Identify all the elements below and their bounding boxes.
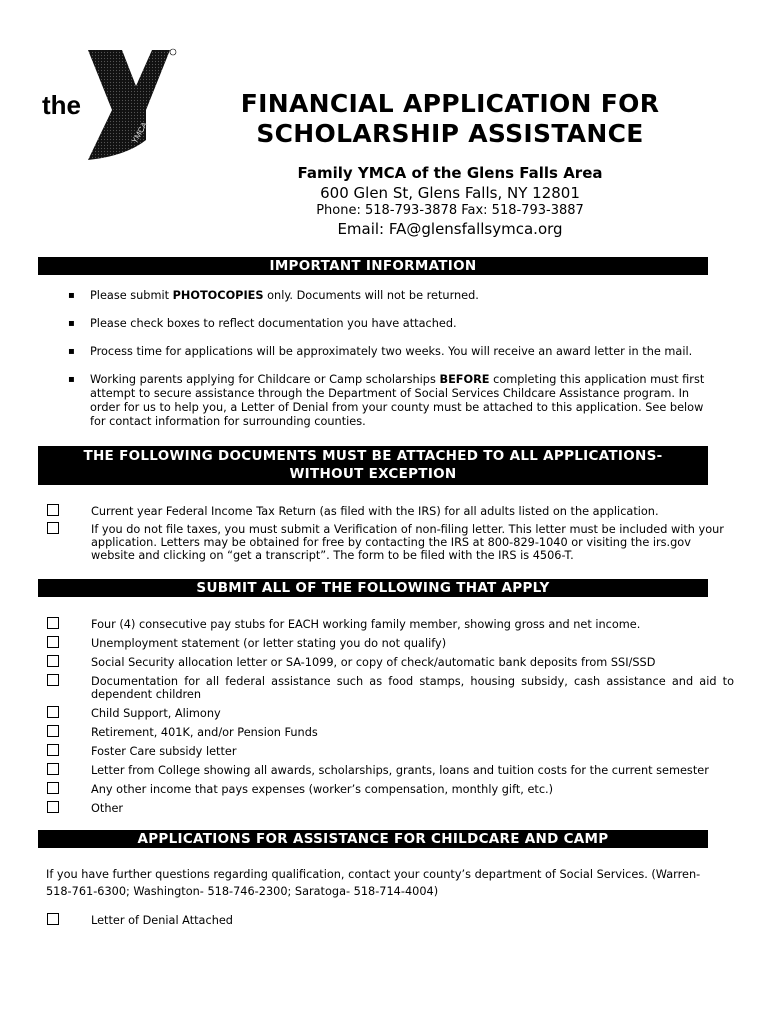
checkbox[interactable] [47,725,59,737]
checklist-item-letter-of-denial[interactable]: Letter of Denial Attached [44,914,734,927]
checkbox[interactable] [47,782,59,794]
checklist-item[interactable]: Four (4) consecutive pay stubs for EACH working family member, showing gross and net income. [44,618,734,631]
checkbox[interactable] [47,522,59,534]
checkbox[interactable] [47,504,59,516]
checklist-item[interactable]: Child Support, Alimony [44,707,734,720]
checkbox[interactable] [47,674,59,686]
checklist-item[interactable]: Retirement, 401K, and/or Pension Funds [44,726,734,739]
org-name: Family YMCA of the Glens Falls Area [297,164,603,182]
list-item: ▪ Process time for applications will be approximately two weeks. You will receive an award letter in the mail. [68,345,718,359]
checkbox[interactable] [47,655,59,667]
checkbox[interactable] [47,763,59,775]
checkbox[interactable] [47,801,59,813]
list-item: ▪ Please check boxes to reflect documentation you have attached. [68,317,718,331]
childcare-heading: APPLICATIONS FOR ASSISTANCE FOR CHILDCARE AND CAMP [38,830,708,848]
org-address: 600 Glen St, Glens Falls, NY 12801 [320,184,580,202]
checklist-item[interactable]: Unemployment statement (or letter stating you do not qualify) [44,637,734,650]
checklist-item[interactable]: Documentation for all federal assistance such as food stamps, housing subsidy, cash assistance and aid to dependent children [44,675,734,701]
checkbox[interactable] [47,706,59,718]
org-email: Email: FA@glensfallsymca.org [337,220,563,238]
form-title-line1: FINANCIAL APPLICATION FOR [240,89,660,118]
checklist-item-tax-return[interactable]: Current year Federal Income Tax Return (as filed with the IRS) for all adults listed on the application. [44,505,734,518]
denial-checklist [44,914,734,927]
svg-text:YMCA: YMCA [129,120,150,145]
checklist-item[interactable]: Other [44,802,734,815]
checklist-item[interactable]: Any other income that pays expenses (worker’s compensation, monthly gift, etc.) [44,783,734,796]
checklist-item-non-filing[interactable]: If you do not file taxes, you must submit a Verification of non-filing letter. This letter must be included with your application. Letters may be obtained for free by contacting the IRS at 800-829-1040 or visiting the irs.gov website and clicking on “get a transcript”. The form to be filed with the IRS is 4506-T. [44,523,734,562]
apply-heading: SUBMIT ALL OF THE FOLLOWING THAT APPLY [38,579,708,597]
svg-text:the: the [42,90,81,120]
checkbox[interactable] [47,913,59,925]
org-phone: Phone: 518-793-3878 Fax: 518-793-3887 [316,203,584,218]
checkbox[interactable] [47,617,59,629]
checklist-item[interactable]: Foster Care subsidy letter [44,745,734,758]
list-item: ▪ Working parents applying for Childcare or Camp scholarships BEFORE completing this application must first attempt to secure assistance through the Department of Social Services Childcare Assistance program. In order for us to help you, a Letter of Denial from your county must be attached to this application. See below for contact information for surrounding counties. [68,373,718,429]
important-list [68,289,718,429]
checklist-item[interactable]: Social Security allocation letter or SA-1099, or copy of check/automatic bank deposits from SSI/SSD [44,656,734,669]
required-heading: THE FOLLOWING DOCUMENTS MUST BE ATTACHED TO ALL APPLICATIONS- WITHOUT EXCEPTION [38,446,708,485]
checklist-item[interactable]: Letter from College showing all awards, scholarships, grants, loans and tuition costs for the current semester [44,764,734,777]
required-checklist [44,505,734,562]
checkbox[interactable] [47,636,59,648]
checkbox[interactable] [47,744,59,756]
apply-checklist [44,618,734,815]
list-item: ▪ Please submit PHOTOCOPIES only. Documents will not be returned. [68,289,718,303]
form-title-line2: SCHOLARSHIP ASSISTANCE [256,119,644,148]
important-heading: IMPORTANT INFORMATION [38,257,708,275]
ymca-logo [40,48,180,163]
county-contact-paragraph: If you have further questions regarding qualification, contact your county’s department of Social Services. (Warren- 518-761-6300; Washington- 518-746-2300; Saratoga- 518-714-4004) [46,868,701,898]
